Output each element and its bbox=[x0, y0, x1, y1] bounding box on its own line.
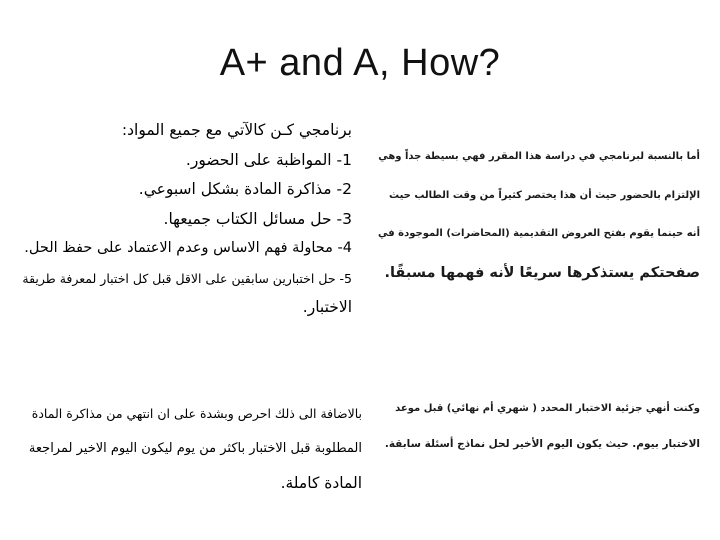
right-paragraph-line: أما بالنسبة لبرنامجي في دراسة هذا المقرر فهي بسيطة جداً وهي bbox=[378, 151, 700, 162]
left-intro-line: برنامجي كـن كالآتي مع جميع المواد: bbox=[121, 121, 352, 139]
left-list-item: 2- مذاكرة المادة بشكل اسبوعي. bbox=[138, 180, 352, 198]
right-column-second-paragraph bbox=[382, 392, 700, 461]
left-list-item: 5- حل اختبارين سابقين على الاقل قبل كل اختبار لمعرفة طريقة bbox=[22, 270, 352, 286]
left-list-item: الاختبار. bbox=[302, 298, 352, 316]
right-second-paragraph-line: الاختبار بيوم. حيث يكون اليوم الأخير لحل نماذج أسئلة سابقة. bbox=[384, 437, 700, 450]
slide-title: A+ and A, How? bbox=[219, 42, 501, 84]
right-column-paragraph bbox=[378, 138, 700, 292]
right-paragraph-line: صفحتكم يستذكرها سريعًا لأنه فهمها مسبقًا. bbox=[384, 264, 700, 281]
left-list-item: 3- حل مسائل الكتاب جميعها. bbox=[163, 209, 352, 228]
left-list-item: 1- المواظبة على الحضور. bbox=[185, 150, 352, 169]
left-column-extra-note bbox=[22, 396, 362, 501]
left-column-study-plan bbox=[22, 116, 352, 323]
right-paragraph-line: أنه حينما يقوم بفتح العروض التقديمية (المحاضرات) الموجودة في bbox=[378, 228, 700, 239]
left-extra-line: بالاضافة الى ذلك احرص وبشدة على ان انتهي من مذاكرة المادة bbox=[31, 406, 362, 421]
right-paragraph-line: الإلتزام بالحضور حيث أن هذا يختصر كثيراً من وقت الطالب حيث bbox=[388, 189, 700, 201]
left-list-item: 4- محاولة فهم الاساس وعدم الاعتماد على حفظ الحل. bbox=[24, 240, 352, 256]
right-second-paragraph-line: وكنت أنهي جزئية الاختبار المحدد ( شهري أم نهائي) قبل موعد bbox=[395, 403, 700, 414]
left-extra-line: المادة كاملة. bbox=[280, 474, 362, 492]
left-extra-line: المطلوبة قبل الاختبار باكثر من يوم ليكون اليوم الاخير لمراجعة bbox=[28, 441, 362, 456]
